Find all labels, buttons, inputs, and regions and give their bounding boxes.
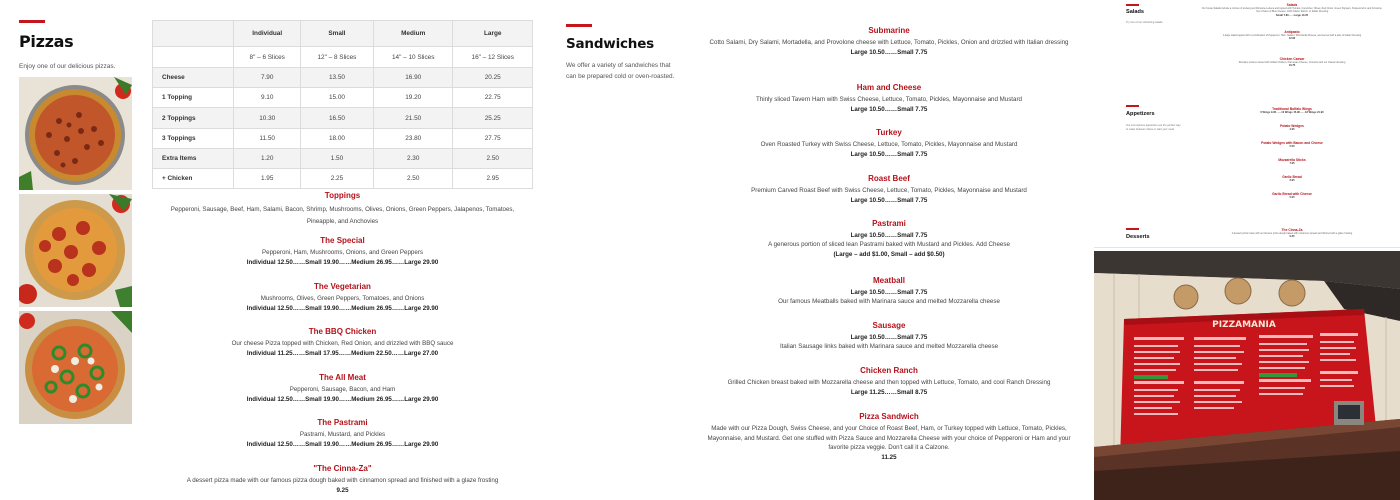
- specialty-price: 9.25: [336, 486, 349, 494]
- sandwich-item: [700, 174, 1078, 205]
- sandwich-title: Roast Beef: [868, 174, 910, 183]
- sandwich-extra: (Large – add $1.00, Small – add $0.50): [833, 250, 945, 258]
- sandwich-title: Pastrami: [872, 219, 906, 228]
- row-label: Extra Items: [153, 148, 234, 168]
- specialty-price: Individual 12.50……Small 19.90……Medium 26.95……Large 29.90: [246, 258, 439, 266]
- preview-item: [1192, 30, 1392, 40]
- sandwich-item: [700, 26, 1078, 57]
- salads-heading: Salads: [1126, 9, 1145, 15]
- pizza-photo-sausage: [19, 77, 132, 190]
- preview-item-title: Potato Wedges: [1280, 124, 1304, 128]
- price-cell: 10.30: [234, 108, 301, 128]
- preview-item: [1192, 3, 1392, 17]
- specialty-price: Individual 12.50……Small 19.90……Medium 26.95……Large 29.90: [246, 440, 439, 448]
- sandwiches-subtitle: We offer a variety of sandwiches that can be prepared cold or oven-roasted.: [566, 62, 675, 80]
- sandwich-price: Large 11.25……Small 8.75: [850, 388, 928, 396]
- pizza-photo-veggie: [19, 311, 132, 424]
- appetizers-heading: Appetizers: [1126, 111, 1155, 117]
- restaurant-interior-photo: [1094, 251, 1400, 500]
- price-cell: 11.50: [234, 128, 301, 148]
- specialty-title: The Special: [320, 236, 365, 245]
- preview-item-title: Salads: [1286, 3, 1298, 7]
- specialty-price: Individual 12.50……Small 19.90……Medium 26.95……Large 29.90: [246, 304, 439, 312]
- desserts-heading: Desserts: [1126, 234, 1150, 240]
- accent-bar: [1126, 228, 1139, 230]
- toppings-title: Toppings: [324, 191, 361, 200]
- toppings-line: Pineapple, and Anchovies: [306, 217, 379, 225]
- specialty-desc: Pepperoni, Sausage, Bacon, and Ham: [289, 386, 396, 393]
- specialty-item: [152, 373, 533, 404]
- size-header: Small: [300, 21, 373, 47]
- specialty-desc: Pastrami, Mustard, and Pickles: [299, 431, 386, 438]
- preview-item-price: 4.95: [1289, 128, 1295, 131]
- price-cell: 16.90: [373, 68, 453, 88]
- sandwich-price: Large 10.50……Small 7.75: [850, 48, 928, 56]
- sandwich-item: [700, 321, 1078, 352]
- preview-item-price: 3.95: [1289, 179, 1295, 182]
- price-cell: 27.75: [453, 128, 533, 148]
- preview-item: [1192, 57, 1392, 67]
- sandwich-desc: A generous portion of sliced lean Pastrami baked with Mustard and Pickles. Add Cheese: [768, 241, 1010, 249]
- preview-item-price: 5.50: [1289, 145, 1295, 148]
- row-label: Cheese: [153, 68, 234, 88]
- sandwich-title: Sausage: [872, 321, 906, 330]
- size-header: Large: [453, 21, 533, 47]
- preview-item-price: 7.95: [1289, 162, 1295, 165]
- accent-bar: [1126, 4, 1139, 6]
- salads-subtitle: Try one of our refreshing salads.: [1126, 21, 1164, 24]
- toppings-line: Pepperoni, Sausage, Beef, Ham, Salami, Bacon, Shrimp, Mushrooms, Olives, Onions, Green Peppers, Jalapenos, Tomatoes,: [170, 206, 515, 213]
- preview-item-title: Potato Wedges with Bacon and Cheese: [1261, 141, 1323, 145]
- size-header: Medium: [373, 21, 453, 47]
- sandwich-item: [700, 128, 1078, 159]
- preview-item-title: Garlic Bread with Cheese: [1272, 192, 1312, 196]
- price-cell: 2.30: [373, 148, 453, 168]
- preview-item: [1192, 192, 1392, 199]
- preview-item-title: Garlic Bread: [1282, 175, 1302, 179]
- preview-item-title: Antipasto: [1284, 30, 1300, 34]
- sandwich-desc: Premium Carved Roast Beef with Swiss Cheese, Lettuce, Tomato, Pickles, Mayonnaise and Mustard: [751, 187, 1027, 194]
- sandwich-desc: Cotto Salami, Dry Salami, Mortadella, and Provolone cheese with Lettuce, Tomato, Pickles, Onion and drizzled with Italian dressing: [709, 39, 1069, 46]
- toppings-section: [152, 191, 533, 226]
- preview-item-price: 10.75: [1288, 64, 1296, 68]
- sandwich-title: Ham and Cheese: [856, 83, 922, 92]
- price-cell: 7.90: [234, 68, 301, 88]
- sandwich-desc: Oven Roasted Turkey with Swiss Cheese, Lettuce, Tomato, Pickles, Mayonnaise and Mustard: [760, 141, 1018, 148]
- sandwich-desc: Made with our Pizza Dough, Swiss Cheese, and your Choice of Roast Beef, Ham, or Turkey topped with Lettuce, Tomato, Pickles, Mayonnaise, and Mustard. Get one stuffed with Pizza Sauce and Mozzarella Cheese with your choice of Pepperoni or Ham and your favorite pizza veggie. Don't call it a Calzone.: [707, 425, 1071, 452]
- sandwich-title: Turkey: [876, 128, 902, 137]
- specialty-item: [152, 282, 533, 313]
- row-label: 2 Toppings: [153, 108, 234, 128]
- price-cell: 13.50: [300, 68, 373, 88]
- price-cell: 21.50: [373, 108, 453, 128]
- sandwich-price: Large 10.50……Small 7.75: [850, 232, 928, 239]
- sandwich-title: Pizza Sandwich: [859, 412, 919, 421]
- preview-item-title: Mozzarella Sticks: [1278, 158, 1306, 162]
- specialty-title: The Pastrami: [317, 418, 368, 427]
- preview-item-price: 9.25: [1289, 235, 1295, 239]
- size-header: Individual: [234, 21, 301, 47]
- specialty-price: Individual 11.25……Small 17.95……Medium 22.50……Large 27.00: [246, 349, 439, 357]
- sandwich-desc: Grilled Chicken breast baked with Mozzarella cheese and then topped with Lettuce, Tomato, and cool Ranch Dressing: [727, 379, 1051, 386]
- menu-preview-panel: [1094, 0, 1400, 248]
- table-corner: [153, 21, 234, 47]
- price-cell: 19.20: [373, 88, 453, 108]
- price-cell: 2.50: [373, 168, 453, 188]
- sandwich-price: Large 10.50……Small 7.75: [850, 289, 928, 296]
- price-cell: 15.00: [300, 88, 373, 108]
- price-cell: 16.50: [300, 108, 373, 128]
- sandwiches-title: Sandwiches: [566, 36, 655, 52]
- sandwiches-header: [566, 24, 686, 82]
- sandwich-price: Large 10.50……Small 7.75: [850, 105, 928, 113]
- row-label: + Chicken: [153, 168, 234, 188]
- preview-item-price: 6 Wings 9.95……12 Wings 15.90……18 Wings 21.90: [1260, 111, 1324, 114]
- specialty-desc: Our cheese Pizza topped with Chicken, Red Onion, and drizzled with BBQ sauce: [231, 340, 454, 347]
- sandwich-item: [700, 83, 1078, 114]
- preview-item-desc: Our house Salads include a mixture of iceberg and Romaine Lettuce and topped with Tomato, Cucumber, Olives, Red Onion, Green Peppers, Pepperoncini, and Croutons. Your Choice of Blue Cheese, 1000 Island, Ranch, or Italian Dressing: [1201, 7, 1383, 14]
- preview-item-title: Chicken Caesar: [1279, 57, 1305, 61]
- price-cell: 1.20: [234, 148, 301, 168]
- specialty-desc: Mushrooms, Olives, Green Peppers, Tomatoes, and Onions: [260, 295, 425, 302]
- specialty-title: The BBQ Chicken: [308, 327, 377, 336]
- preview-item-desc: A large salad topped with a combination of Pepperoni, Ham, Salami, Mozzarella Cheese, and served with a side of Italian Dressing: [1222, 34, 1362, 37]
- row-label: 3 Toppings: [153, 128, 234, 148]
- slice-cell: 14" – 10 Slices: [373, 47, 453, 68]
- sandwich-item: [700, 366, 1078, 397]
- preview-item: [1192, 141, 1392, 148]
- specialty-item: [152, 327, 533, 358]
- slice-cell: 16" – 12 Slices: [453, 47, 533, 68]
- preview-item-price: 12.90: [1288, 37, 1296, 41]
- sandwich-desc: Our famous Meatballs baked with Marinara sauce and melted Mozzarella cheese: [778, 298, 1000, 306]
- pizza-photo-pepperoni: [19, 194, 132, 307]
- preview-item-title: Traditional Buffalo Wings: [1272, 107, 1312, 111]
- preview-item: [1192, 158, 1392, 165]
- pizzas-header: [19, 20, 139, 70]
- preview-item: [1192, 124, 1392, 131]
- row-label: 1 Topping: [153, 88, 234, 108]
- sandwich-desc: Italian Sausage links baked with Marinara sauce and melted Mozzarella cheese: [779, 343, 999, 351]
- specialty-desc: A dessert pizza made with our famous pizza dough baked with cinnamon spread and finished with a glaze frosting: [186, 477, 499, 484]
- preview-item-price: Small 7.80……Large 10.25: [1275, 13, 1309, 17]
- preview-item: [1192, 175, 1392, 182]
- price-cell: 2.95: [453, 168, 533, 188]
- accent-bar: [566, 24, 592, 27]
- price-cell: 25.25: [453, 108, 533, 128]
- sandwich-desc: Thinly sliced Tavern Ham with Swiss Cheese, Lettuce, Tomato, Pickles, Mayonnaise and Mustard: [756, 96, 1022, 103]
- price-cell: 9.10: [234, 88, 301, 108]
- sandwich-price: 11.25: [881, 453, 897, 461]
- preview-item-desc: A dessert pizza made with our famous pizza dough baked with cinnamon spread and finished with a glaze frosting: [1231, 232, 1353, 235]
- specialty-title: The Vegetarian: [314, 282, 371, 291]
- price-cell: 20.25: [453, 68, 533, 88]
- preview-item: [1192, 107, 1392, 114]
- table-cell: [153, 47, 234, 68]
- price-cell: 1.95: [234, 168, 301, 188]
- pizzas-title: Pizzas: [19, 32, 74, 51]
- sandwich-title: Meatball: [872, 276, 905, 285]
- accent-bar: [19, 20, 45, 23]
- sandwich-item: [700, 219, 1078, 259]
- specialty-item: [152, 418, 533, 449]
- price-cell: 2.25: [300, 168, 373, 188]
- preview-item-price: 5.25: [1289, 196, 1295, 199]
- price-cell: 22.75: [453, 88, 533, 108]
- preview-item-title: The Cinna-Za: [1281, 228, 1303, 232]
- pizzas-subtitle: Enjoy one of our delicious pizzas.: [19, 63, 116, 70]
- specialty-price: Individual 12.50……Small 19.90……Medium 26.95……Large 29.90: [246, 395, 439, 403]
- appetizers-subtitle: Our scrumptious appetizers are the perfect way to make between slices or start your meal.: [1126, 124, 1181, 131]
- price-cell: 1.50: [300, 148, 373, 168]
- sign-text: PIZZAMANIA: [1212, 320, 1276, 330]
- sandwich-title: Chicken Ranch: [860, 366, 918, 375]
- sandwich-item: [700, 412, 1078, 462]
- price-cell: 23.80: [373, 128, 453, 148]
- sandwich-price: Large 10.50……Small 7.75: [850, 196, 928, 204]
- slice-cell: 12" – 8 Slices: [300, 47, 373, 68]
- sandwich-item: [700, 276, 1078, 307]
- pizza-price-table: [152, 20, 533, 189]
- specialty-item: [152, 236, 533, 267]
- price-cell: 2.50: [453, 148, 533, 168]
- price-cell: 18.00: [300, 128, 373, 148]
- specialty-title: "The Cinna-Za": [313, 464, 372, 473]
- sandwich-title: Submarine: [868, 26, 910, 35]
- specialty-title: The All Meat: [319, 373, 366, 382]
- preview-item: [1192, 228, 1392, 238]
- accent-bar: [1126, 105, 1139, 107]
- preview-item-desc: Romaine Lettuce tossed with Grilled Chicken, Parmesan Cheese, Croutons and our Caesar dressing: [1238, 61, 1346, 64]
- specialty-desc: Pepperoni, Ham, Mushrooms, Onions, and Green Peppers: [262, 249, 423, 256]
- sandwich-price: Large 10.50……Small 7.75: [850, 150, 928, 158]
- slice-cell: 8" – 6 Slices: [234, 47, 301, 68]
- sandwich-price: Large 10.50……Small 7.75: [850, 334, 928, 341]
- specialty-item: [152, 464, 533, 495]
